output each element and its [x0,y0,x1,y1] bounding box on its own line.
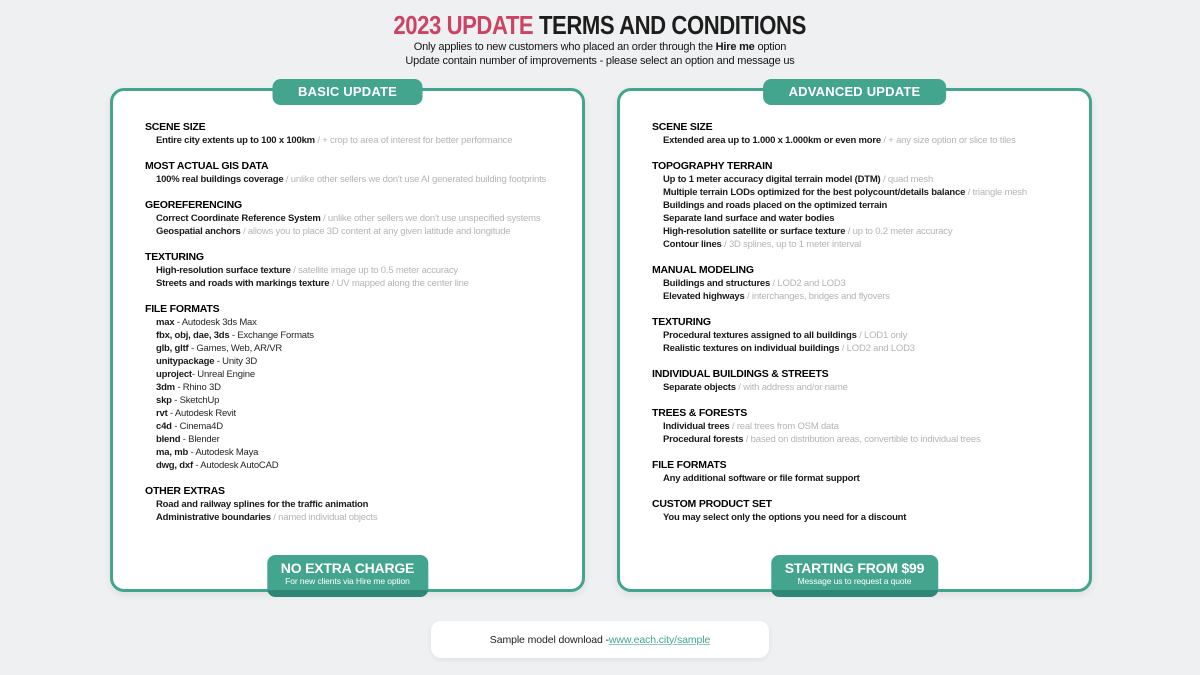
item-note: / triangle mesh [965,187,1027,198]
list-item [652,225,1075,238]
item-main: Geospatial anchors [156,226,241,237]
list-item [145,368,568,381]
section [652,316,1075,355]
item-note: / interchanges, bridges and flyovers [744,291,890,302]
list-item [652,433,1075,446]
list-item [145,277,568,290]
list-item [652,186,1075,199]
list-item [145,173,568,186]
list-item [652,212,1075,225]
section-title: MOST ACTUAL GIS DATA [145,160,269,172]
list-item [652,290,1075,303]
section-title: TREES & FORESTS [652,407,748,419]
item-note: / quad mesh [880,174,934,185]
title-accent: 2023 UPDATE [393,10,534,40]
item-note: / + crop to area of interest for better performance [314,135,513,146]
item-main: Individual trees [663,421,730,432]
price-badge-advanced [771,555,938,597]
page-title [0,10,1200,41]
section-title: INDIVIDUAL BUILDINGS & STREETS [652,368,829,380]
list-item [145,264,568,277]
item-main: Road and railway splines for the traffic animation [156,499,369,510]
sample-download-link[interactable]: www.each.city/sample [608,633,711,646]
price-badge-advanced-title: STARTING FROM $99 [784,560,925,576]
item-main: blend [156,434,181,445]
page-header [0,10,1200,68]
item-rest: - Autodesk 3ds Max [174,317,257,328]
section-title: CUSTOM PRODUCT SET [652,498,772,510]
item-note: / UV mapped along the center line [329,278,469,289]
item-main: Elevated highways [663,291,745,302]
item-rest: - SketchUp [171,395,220,406]
section [652,121,1075,147]
item-rest: - Autodesk AutoCAD [192,460,279,471]
item-note: / real trees from OSM data [729,421,839,432]
price-badge-advanced-subtitle: Message us to request a quote [797,576,912,586]
item-main: c4d [156,421,172,432]
list-item [145,381,568,394]
item-main: Buildings and structures [663,278,771,289]
price-badge-basic-title: NO EXTRA CHARGE [280,560,415,576]
list-item [652,420,1075,433]
item-main: You may select only the options you need for a discount [663,512,907,523]
item-main: Any additional software or file format support [663,473,860,484]
list-item [652,329,1075,342]
item-rest: - Cinema4D [171,421,223,432]
panel-basic-body [145,121,568,537]
section [145,160,568,186]
item-main: Administrative boundaries [156,512,271,523]
item-main: rvt [156,408,168,419]
section [652,264,1075,303]
list-item [145,459,568,472]
item-main: ma, mb [156,447,189,458]
item-rest: - Autodesk Revit [167,408,236,419]
item-note: / named individual objects [270,512,378,523]
list-item [145,329,568,342]
item-main: fbx, obj, dae, 3ds [156,330,230,341]
section-title: FILE FORMATS [145,303,220,315]
item-main: 100% real buildings coverage [156,174,284,185]
item-main: skp [156,395,172,406]
item-main: Up to 1 meter accuracy digital terrain model (DTM) [663,174,881,185]
section-title: OTHER EXTRAS [145,485,225,497]
list-item [145,498,568,511]
list-item [145,342,568,355]
sample-download-label: Sample model download - [489,633,609,646]
list-item [145,355,568,368]
item-main: High-resolution satellite or surface texture [663,226,846,237]
item-main: Separate objects [663,382,736,393]
panel-advanced-body [652,121,1075,537]
item-note: / based on distribution areas, convertible to individual trees [743,434,981,445]
item-main: dwg, dxf [156,460,193,471]
list-item [652,173,1075,186]
section [652,368,1075,394]
section [145,485,568,524]
item-note: / up to 0.2 meter accuracy [845,226,953,237]
list-item [145,420,568,433]
item-rest: - Exchange Formats [229,330,314,341]
item-main: Streets and roads with markings texture [156,278,330,289]
price-badge-basic-subtitle: For new clients via Hire me option [285,576,410,586]
section-title: SCENE SIZE [652,121,713,133]
item-rest: - Autodesk Maya [188,447,259,458]
item-rest: - Unreal Engine [191,369,255,380]
item-main: Procedural textures assigned to all buildings [663,330,857,341]
item-main: Separate land surface and water bodies [663,213,835,224]
section [652,498,1075,524]
list-item [652,277,1075,290]
section-title: MANUAL MODELING [652,264,754,276]
hire-me-bold: Hire me [715,41,755,53]
list-item [652,381,1075,394]
panel-badge-basic: BASIC UPDATE [272,79,423,105]
section-title: TEXTURING [652,316,711,328]
section-title: TOPOGRAPHY TERRAIN [652,160,773,172]
panel-badge-advanced: ADVANCED UPDATE [763,79,947,105]
item-note: / LOD2 and LOD3 [770,278,846,289]
item-note: / 3D splines, up to 1 meter interval [721,239,862,250]
item-main: uproject [156,369,192,380]
list-item [145,433,568,446]
subtitle-line-1 [0,41,1200,55]
item-rest: - Blender [180,434,220,445]
item-note: / LOD2 and LOD3 [839,343,915,354]
item-main: Procedural forests [663,434,744,445]
item-rest: - Games, Web, AR/VR [188,343,282,354]
list-item [145,394,568,407]
price-badge-basic [267,555,428,597]
list-item [652,342,1075,355]
panel-basic-update [110,84,585,592]
item-main: max [156,317,175,328]
section [652,407,1075,446]
list-item [145,212,568,225]
item-main: Entire city extents up to 100 x 100km [156,135,315,146]
section [145,303,568,472]
section [145,121,568,147]
list-item [145,134,568,147]
item-note: / with address and/or name [735,382,848,393]
item-main: Realistic textures on individual buildings [663,343,840,354]
item-note: / + any size option or slice to tiles [880,135,1016,146]
item-note: / unlike other sellers we don't use unspecified systems [320,213,541,224]
list-item [652,472,1075,485]
section [652,459,1075,485]
section [652,160,1075,251]
item-main: glb, gltf [156,343,189,354]
list-item [145,316,568,329]
section-title: GEOREFERENCING [145,199,242,211]
panel-advanced-update [617,84,1092,592]
item-main: unitypackage [156,356,215,367]
list-item [652,199,1075,212]
item-main: Extended area up to 1.000 x 1.000km or even more [663,135,881,146]
item-main: Buildings and roads placed on the optimized terrain [663,200,888,211]
item-main: Multiple terrain LODs optimized for the best polycount/details balance [663,187,966,198]
section [145,251,568,290]
item-note: / allows you to place 3D content at any given latitude and longitude [240,226,511,237]
list-item [145,407,568,420]
item-note: / unlike other sellers we don't use AI generated building footprints [283,174,547,185]
section [145,199,568,238]
section-title: TEXTURING [145,251,204,263]
item-rest: - Rhino 3D [174,382,221,393]
list-item [652,511,1075,524]
sample-download-bar [431,621,769,658]
item-main: 3dm [156,382,175,393]
list-item [145,446,568,459]
subtitle-line-2: Update contain number of improvements - please select an option and message us [405,54,795,67]
list-item [145,511,568,524]
list-item [145,225,568,238]
section-title: FILE FORMATS [652,459,727,471]
subtitle-1-post: option [754,41,787,53]
item-main: Contour lines [663,239,722,250]
item-main: High-resolution surface texture [156,265,291,276]
item-note: / LOD1 only [856,330,908,341]
section-title: SCENE SIZE [145,121,206,133]
item-rest: - Unity 3D [214,356,257,367]
item-main: Correct Coordinate Reference System [156,213,321,224]
list-item [652,238,1075,251]
item-note: / satellite image up to 0.5 meter accuracy [290,265,458,276]
list-item [652,134,1075,147]
title-text: TERMS AND CONDITIONS [533,10,807,40]
subtitle-1-pre: Only applies to new customers who placed an order through the [413,41,716,53]
